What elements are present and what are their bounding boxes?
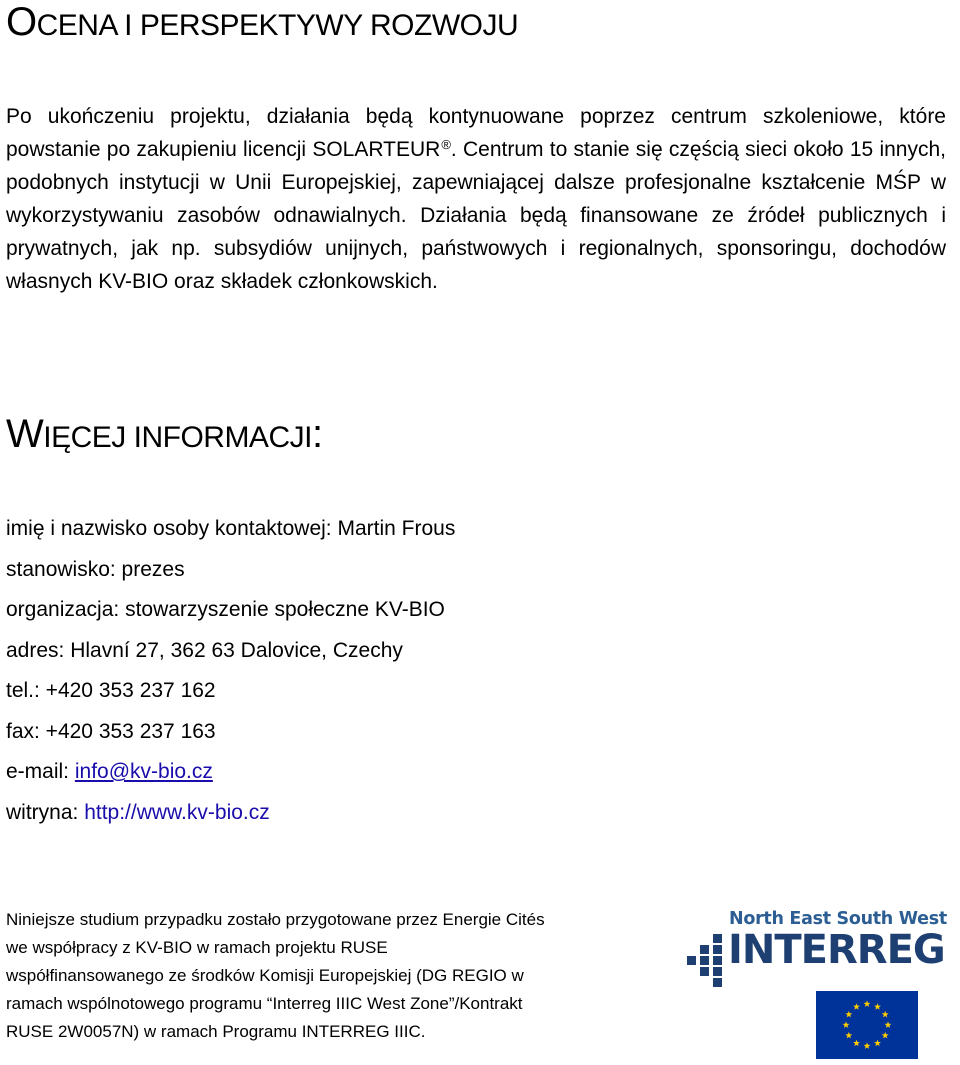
registered-mark: ® bbox=[441, 137, 451, 152]
contact-person: imię i nazwisko osoby kontaktowej: Martin Frous bbox=[6, 517, 456, 540]
eu-flag-icon bbox=[816, 991, 918, 1059]
title-colon: : bbox=[311, 412, 323, 456]
title-rest: CENA I PERSPEKTYWY ROZWOJU bbox=[36, 9, 519, 42]
contact-address: adres: Hlavní 27, 362 63 Dalovice, Czechy bbox=[6, 638, 403, 662]
funding-note bbox=[6, 906, 666, 1046]
email-link[interactable]: info@kv-bio.cz bbox=[74, 760, 213, 783]
contact-email-row bbox=[6, 752, 455, 793]
logo-tagline: North East South West bbox=[729, 909, 947, 929]
title-rest: IĘCEJ INFORMACJI bbox=[43, 421, 312, 454]
contact-list bbox=[6, 509, 455, 833]
prospects-paragraph bbox=[6, 100, 946, 298]
contact-position: stanowisko: prezes bbox=[6, 557, 185, 581]
website-link[interactable]: http://www.kv-bio.cz bbox=[84, 800, 270, 824]
logo-name: INTERREG bbox=[728, 927, 945, 973]
website-label: witryna: bbox=[6, 800, 85, 824]
contact-fax: fax: +420 353 237 163 bbox=[6, 719, 216, 743]
arrow-icon bbox=[687, 934, 722, 987]
funding-note-line: we współpracy z KV-BIO w ramach projektu RUSE bbox=[6, 938, 388, 957]
paragraph-part-2: . Centrum to stanie się częścią sieci około 15 innych, podobnych instytucji w Unii Europejskiej, zapewniającej dalsze profesjonalne kształcenie MŚP w wykorzystywaniu zasobów odnawialnych. Działania będą finansowane ze źródeł publicznych i prywatnych, jak np. subsydiów unijnych, państwowych i regionalnych, sponsoringu, dochodów własnych KV-BIO oraz składek członkowskich. bbox=[6, 138, 946, 293]
title-initial: O bbox=[6, 0, 37, 44]
funding-note-line: Niniejsze studium przypadku zostało przygotowane przez Energie Cités bbox=[6, 910, 545, 929]
funding-note-line: współfinansowanego ze środków Komisji Europejskiej (DG REGIO w bbox=[6, 966, 524, 985]
email-label: e-mail: bbox=[6, 760, 75, 783]
contact-phone: tel.: +420 353 237 162 bbox=[6, 679, 216, 702]
paragraph-part-1: Po ukończeniu projektu, działania będą kontynuowane poprzez centrum szkoleniowe, które powstanie po zakupieniu licencji SOLARTEUR bbox=[6, 105, 946, 161]
funding-note-line: RUSE 2W0057N) w ramach Programu INTERREG IIIC. bbox=[6, 1022, 426, 1041]
section-title-more-info bbox=[6, 412, 323, 460]
interreg-logo bbox=[684, 905, 949, 1060]
contact-website-row bbox=[6, 793, 455, 834]
section-title-prospects bbox=[6, 0, 518, 48]
funding-note-line: ramach wspólnotowego programu “Interreg IIIC West Zone”/Kontrakt bbox=[6, 994, 523, 1013]
contact-organization: organizacja: stowarzyszenie społeczne KV-BIO bbox=[6, 598, 445, 621]
title-initial: W bbox=[6, 412, 44, 456]
